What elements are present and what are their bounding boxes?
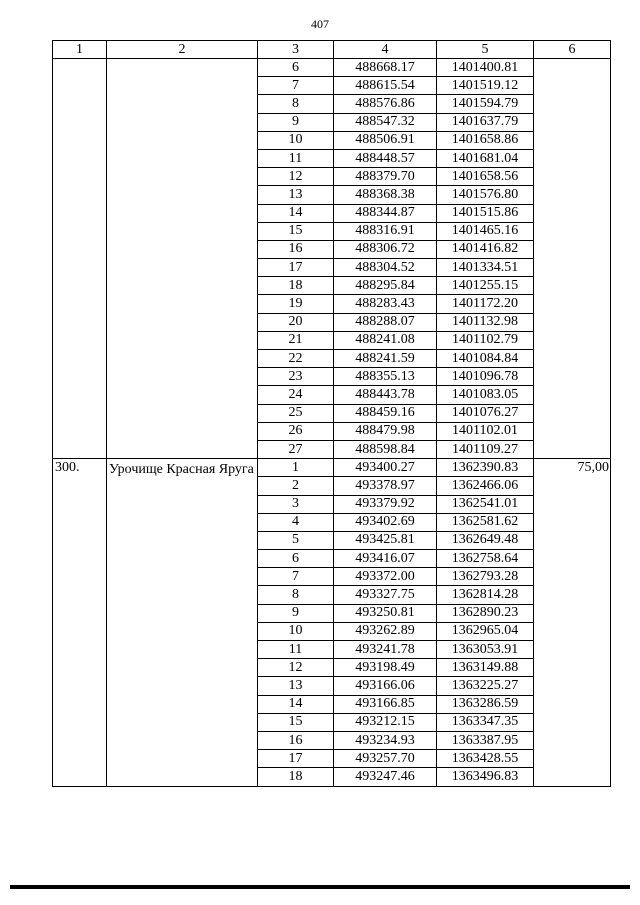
coordinate-y: 1401465.16	[437, 222, 534, 240]
coordinate-x: 493379.92	[334, 495, 437, 513]
column-header: 6	[534, 41, 611, 59]
coordinate-y: 1362466.06	[437, 477, 534, 495]
coordinate-y: 1363428.55	[437, 750, 534, 768]
point-number: 7	[258, 568, 334, 586]
point-number: 2	[258, 477, 334, 495]
coordinate-y: 1401255.15	[437, 277, 534, 295]
coordinate-y: 1362541.01	[437, 495, 534, 513]
point-number: 11	[258, 641, 334, 659]
coordinate-y: 1362890.23	[437, 604, 534, 622]
site-number: 300.	[53, 459, 107, 786]
point-number: 11	[258, 149, 334, 167]
coordinate-y: 1401076.27	[437, 404, 534, 422]
point-number: 14	[258, 695, 334, 713]
point-number: 13	[258, 677, 334, 695]
point-number: 10	[258, 622, 334, 640]
table-row	[53, 459, 611, 477]
point-number: 17	[258, 750, 334, 768]
coordinate-y: 1401102.01	[437, 422, 534, 440]
coordinate-x: 488379.70	[334, 168, 437, 186]
coordinate-x: 488448.57	[334, 149, 437, 167]
column-header: 3	[258, 41, 334, 59]
site-name: Урочище Красная Яруга	[107, 459, 258, 786]
coordinate-x: 493402.69	[334, 513, 437, 531]
coordinate-x: 488241.59	[334, 350, 437, 368]
header-row	[53, 41, 611, 59]
coordinate-x: 488306.72	[334, 240, 437, 258]
coordinate-x: 493257.70	[334, 750, 437, 768]
coordinate-x: 488668.17	[334, 59, 437, 77]
coordinate-x: 488295.84	[334, 277, 437, 295]
coordinate-y: 1362581.62	[437, 513, 534, 531]
point-number: 22	[258, 350, 334, 368]
coordinate-x: 493262.89	[334, 622, 437, 640]
coordinate-y: 1401172.20	[437, 295, 534, 313]
coordinate-y: 1401681.04	[437, 149, 534, 167]
coordinate-x: 493247.46	[334, 768, 437, 786]
coordinate-x: 493212.15	[334, 713, 437, 731]
point-number: 6	[258, 550, 334, 568]
point-number: 19	[258, 295, 334, 313]
point-number: 13	[258, 186, 334, 204]
column-header: 5	[437, 41, 534, 59]
point-number: 1	[258, 459, 334, 477]
coordinate-x: 488615.54	[334, 77, 437, 95]
table-row	[53, 59, 611, 77]
point-number: 12	[258, 659, 334, 677]
point-number: 18	[258, 768, 334, 786]
coordinate-x: 493198.49	[334, 659, 437, 677]
coordinate-x: 488506.91	[334, 131, 437, 149]
point-number: 4	[258, 513, 334, 531]
point-number: 17	[258, 259, 334, 277]
bottom-divider	[10, 885, 630, 889]
coordinate-x: 493425.81	[334, 531, 437, 549]
coordinate-x: 493166.06	[334, 677, 437, 695]
site-name	[107, 59, 258, 459]
coordinate-y: 1363149.88	[437, 659, 534, 677]
point-number: 10	[258, 131, 334, 149]
coordinate-x: 488598.84	[334, 440, 437, 458]
point-number: 20	[258, 313, 334, 331]
coordinate-x: 493234.93	[334, 731, 437, 749]
coordinate-y: 1401519.12	[437, 77, 534, 95]
point-number: 27	[258, 440, 334, 458]
coordinate-x: 488283.43	[334, 295, 437, 313]
coordinate-y: 1401658.86	[437, 131, 534, 149]
coordinate-y: 1362814.28	[437, 586, 534, 604]
coordinate-y: 1362390.83	[437, 459, 534, 477]
site-number	[53, 59, 107, 459]
point-number: 9	[258, 113, 334, 131]
point-number: 24	[258, 386, 334, 404]
coordinate-y: 1401637.79	[437, 113, 534, 131]
coordinate-y: 1363286.59	[437, 695, 534, 713]
coordinate-x: 493378.97	[334, 477, 437, 495]
site-area: 75,00	[534, 459, 611, 786]
coordinate-x: 493250.81	[334, 604, 437, 622]
column-header: 1	[53, 41, 107, 59]
point-number: 21	[258, 331, 334, 349]
coordinate-y: 1401084.84	[437, 350, 534, 368]
coordinate-y: 1363053.91	[437, 641, 534, 659]
coordinate-x: 488304.52	[334, 259, 437, 277]
coordinate-y: 1401594.79	[437, 95, 534, 113]
coordinate-y: 1401102.79	[437, 331, 534, 349]
coordinate-y: 1401658.56	[437, 168, 534, 186]
coordinate-y: 1363387.95	[437, 731, 534, 749]
coordinates-table	[52, 40, 611, 787]
coordinate-y: 1401515.86	[437, 204, 534, 222]
coordinate-y: 1363225.27	[437, 677, 534, 695]
coordinate-x: 488459.16	[334, 404, 437, 422]
coordinate-x: 488288.07	[334, 313, 437, 331]
coordinate-x: 493372.00	[334, 568, 437, 586]
point-number: 7	[258, 77, 334, 95]
coordinate-x: 488368.38	[334, 186, 437, 204]
coordinate-y: 1363347.35	[437, 713, 534, 731]
coordinate-y: 1362965.04	[437, 622, 534, 640]
coordinate-y: 1401576.80	[437, 186, 534, 204]
point-number: 6	[258, 59, 334, 77]
coordinate-x: 493400.27	[334, 459, 437, 477]
point-number: 9	[258, 604, 334, 622]
coordinate-y: 1401334.51	[437, 259, 534, 277]
point-number: 26	[258, 422, 334, 440]
coordinate-x: 488316.91	[334, 222, 437, 240]
site-area	[534, 59, 611, 459]
coordinate-y: 1401096.78	[437, 368, 534, 386]
point-number: 25	[258, 404, 334, 422]
point-number: 16	[258, 240, 334, 258]
point-number: 15	[258, 222, 334, 240]
coordinate-y: 1401109.27	[437, 440, 534, 458]
coordinate-x: 488547.32	[334, 113, 437, 131]
coordinate-y: 1362758.64	[437, 550, 534, 568]
coordinate-x: 488344.87	[334, 204, 437, 222]
coordinate-x: 488241.08	[334, 331, 437, 349]
point-number: 18	[258, 277, 334, 295]
coordinate-x: 488443.78	[334, 386, 437, 404]
coordinate-y: 1363496.83	[437, 768, 534, 786]
coordinate-x: 493166.85	[334, 695, 437, 713]
coordinate-x: 488479.98	[334, 422, 437, 440]
point-number: 14	[258, 204, 334, 222]
coordinate-y: 1362793.28	[437, 568, 534, 586]
coordinate-x: 488355.13	[334, 368, 437, 386]
point-number: 12	[258, 168, 334, 186]
point-number: 3	[258, 495, 334, 513]
point-number: 23	[258, 368, 334, 386]
column-header: 4	[334, 41, 437, 59]
point-number: 15	[258, 713, 334, 731]
point-number: 5	[258, 531, 334, 549]
point-number: 8	[258, 586, 334, 604]
point-number: 16	[258, 731, 334, 749]
coordinate-y: 1401083.05	[437, 386, 534, 404]
column-header: 2	[107, 41, 258, 59]
point-number: 8	[258, 95, 334, 113]
coordinate-x: 493416.07	[334, 550, 437, 568]
page-number: 407	[311, 17, 329, 31]
coordinate-y: 1401400.81	[437, 59, 534, 77]
coordinate-x: 488576.86	[334, 95, 437, 113]
coordinate-y: 1401416.82	[437, 240, 534, 258]
coordinate-y: 1362649.48	[437, 531, 534, 549]
coordinate-x: 493327.75	[334, 586, 437, 604]
coordinate-y: 1401132.98	[437, 313, 534, 331]
coordinate-x: 493241.78	[334, 641, 437, 659]
